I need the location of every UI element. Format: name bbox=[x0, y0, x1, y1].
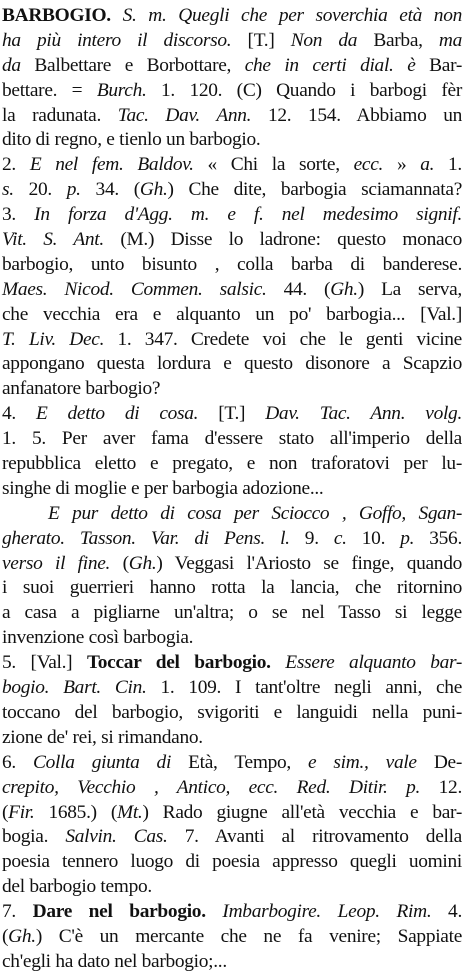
text-line bbox=[0, 751, 467, 776]
text-segment: 34. ( bbox=[80, 179, 140, 201]
text-segment: p. bbox=[400, 527, 415, 549]
text-line bbox=[0, 527, 467, 552]
text-segment: Fir. bbox=[8, 801, 35, 823]
text-segment: Mt. bbox=[116, 801, 143, 823]
text-segment: BARBOGIO. bbox=[2, 5, 111, 26]
text-segment: 356. bbox=[414, 527, 462, 549]
text-line bbox=[0, 328, 467, 353]
text-segment: Imbarbogire. Leop. Rim. bbox=[205, 901, 432, 923]
text-segment: E pur detto di cosa per Sciocco , Goffo, Sgan- bbox=[48, 502, 462, 524]
text-segment: p. bbox=[66, 179, 81, 201]
text-segment: Salvin. Cas. bbox=[65, 826, 168, 848]
text-segment: poesia tennero luogo di poesia appresso quegli uomini bbox=[2, 851, 462, 873]
text-segment: Gh. bbox=[330, 278, 358, 300]
text-line bbox=[0, 477, 467, 502]
text-line bbox=[0, 950, 467, 975]
text-line bbox=[0, 29, 467, 54]
text-line bbox=[0, 352, 467, 377]
text-segment: i suoi guerrieri hanno rotta la lancia, che ritornino bbox=[2, 577, 462, 599]
text-line bbox=[0, 651, 467, 676]
text-line bbox=[0, 228, 467, 253]
text-line bbox=[0, 54, 467, 79]
text-segment: c. bbox=[333, 527, 347, 549]
text-segment: crepito, Vecchio , Antico, ecc. Red. Ditir. p. bbox=[2, 776, 421, 798]
text-segment: Colla giunta di bbox=[33, 751, 172, 773]
text-line bbox=[0, 626, 467, 651]
text-segment: repubblica eletto e pregato, e non traforatovi per lu- bbox=[2, 453, 462, 475]
text-segment: appongano questa lordura e questo disonore a Scapzio bbox=[2, 353, 462, 375]
text-line bbox=[0, 502, 467, 527]
text-segment: ma bbox=[438, 29, 462, 51]
text-segment: (M.) Disse lo ladrone: questo monaco bbox=[103, 229, 462, 251]
text-line bbox=[0, 900, 467, 925]
text-line bbox=[0, 278, 467, 303]
text-line bbox=[0, 303, 467, 328]
text-segment: 1. 347. Credete voi che le genti vicine bbox=[104, 328, 462, 350]
text-segment: Barba, bbox=[357, 29, 439, 51]
text-segment: ( bbox=[2, 801, 9, 823]
text-segment: dito di regno, e tienlo un barbogio. bbox=[2, 129, 261, 151]
text-line bbox=[0, 825, 467, 850]
text-segment: zione de' rei, si rimandano. bbox=[2, 726, 203, 748]
text-line bbox=[0, 776, 467, 801]
text-line bbox=[0, 178, 467, 203]
text-line bbox=[0, 79, 467, 104]
text-segment: 7. Avanti al ritrovamento della bbox=[167, 826, 462, 848]
text-segment: Balbettare e Borbottare, bbox=[20, 54, 245, 76]
text-line bbox=[0, 452, 467, 477]
text-segment: anfanatore barbogio? bbox=[2, 378, 161, 400]
text-segment: 44. ( bbox=[266, 278, 331, 300]
text-segment: ) C'è un mercante che ne fa venire; Sappiate bbox=[35, 925, 462, 947]
text-segment: 9. bbox=[289, 527, 334, 549]
text-segment: E detto di cosa. bbox=[35, 403, 199, 425]
text-segment: 1685.) ( bbox=[34, 801, 117, 823]
text-segment: singhe di moglie e per barbogia adozione... bbox=[2, 477, 324, 499]
text-segment: ( bbox=[2, 925, 9, 947]
text-segment: In forza d'Agg. m. e f. nel medesimo signif. bbox=[34, 204, 462, 226]
text-segment: verso il fine. bbox=[2, 552, 111, 574]
text-segment: Essere alquanto bar- bbox=[270, 652, 462, 674]
text-segment: ecc. bbox=[353, 154, 384, 176]
text-segment: ) Veggasi l'Ariosto se finge, quando bbox=[156, 552, 462, 574]
text-segment: » bbox=[383, 154, 421, 176]
text-segment: 1. bbox=[434, 154, 462, 176]
text-line bbox=[0, 850, 467, 875]
text-segment: barbogio, unto bisunto , colla barba di banderese. bbox=[2, 253, 462, 275]
text-line bbox=[0, 402, 467, 427]
text-segment: e sim., vale bbox=[308, 751, 417, 773]
text-segment: la radunata. bbox=[2, 104, 118, 126]
text-segment: Dav. Tac. Ann. volg. bbox=[265, 403, 462, 425]
text-segment: 3. bbox=[2, 204, 35, 226]
text-segment: Età, Tempo, bbox=[171, 751, 309, 773]
text-segment: 1. 109. I tant'oltre negli anni, che bbox=[146, 677, 462, 699]
text-segment: bettare. = bbox=[2, 79, 97, 101]
text-line bbox=[0, 128, 467, 153]
text-segment: 10. bbox=[346, 527, 401, 549]
text-segment: ha più intero il discorso. bbox=[2, 29, 232, 51]
text-segment: Bar- bbox=[415, 54, 462, 76]
text-segment: De- bbox=[416, 751, 462, 773]
text-segment: 12. bbox=[420, 776, 462, 798]
text-segment: 20. bbox=[13, 179, 67, 201]
text-segment: ) La serva, bbox=[357, 278, 462, 300]
text-line bbox=[0, 104, 467, 129]
text-segment: 2. bbox=[2, 154, 30, 176]
text-segment: Dare nel barbogio. bbox=[32, 901, 206, 923]
text-segment: che in certi dial. è bbox=[244, 54, 416, 76]
text-segment: Burch. bbox=[96, 79, 147, 101]
text-line bbox=[0, 601, 467, 626]
text-line bbox=[0, 676, 467, 701]
text-segment: 4. bbox=[431, 901, 463, 923]
text-segment: Gh. bbox=[8, 925, 36, 947]
text-segment: Gh. bbox=[139, 179, 168, 201]
dictionary-entry-barbogio bbox=[0, 4, 467, 975]
text-segment: ch'egli ha dato nel barbogio;... bbox=[2, 950, 227, 972]
text-segment: T. Liv. Dec. bbox=[2, 328, 105, 350]
text-line bbox=[0, 552, 467, 577]
text-line bbox=[0, 726, 467, 751]
text-segment: a casa a pigliarne un'altra; o se nel Tasso si legge bbox=[2, 602, 462, 624]
text-line bbox=[0, 925, 467, 950]
text-segment: bogio. Bart. Cin. bbox=[2, 677, 147, 699]
text-segment: 6. bbox=[2, 751, 34, 773]
text-segment: ) Rado giugne all'età vecchia e bar- bbox=[142, 801, 462, 823]
text-segment: Toccar del barbogio. bbox=[86, 652, 271, 674]
text-segment: ( bbox=[110, 552, 129, 574]
text-line bbox=[0, 875, 467, 900]
text-segment: a. bbox=[420, 154, 435, 176]
text-segment: gherato. Tasson. Var. di Pens. l. bbox=[2, 527, 290, 549]
text-segment: che vecchia era e alquanto un po' barbogia... [Val.] bbox=[2, 303, 462, 325]
text-segment: s. bbox=[2, 179, 14, 201]
text-line bbox=[0, 253, 467, 278]
text-segment: Vit. S. Ant. bbox=[2, 229, 104, 251]
text-line bbox=[0, 701, 467, 726]
text-segment: Non da bbox=[290, 29, 358, 51]
text-segment: 4. bbox=[2, 403, 36, 425]
text-line bbox=[0, 801, 467, 826]
text-segment: 5. [Val.] bbox=[2, 652, 87, 674]
text-line bbox=[0, 377, 467, 402]
text-segment: ) Che dite, barbogia sciamannata? bbox=[167, 179, 462, 201]
text-line bbox=[0, 203, 467, 228]
text-segment: bogia. bbox=[2, 826, 66, 848]
text-segment: S. m. Quegli che per soverchia età non bbox=[110, 5, 462, 26]
text-segment: 1. 5. Per aver fama d'essere stato all'imperio della bbox=[2, 428, 462, 450]
text-segment: 7. bbox=[2, 901, 33, 923]
text-line bbox=[0, 153, 467, 178]
text-segment: da bbox=[2, 54, 21, 76]
text-segment: toccano del barbogio, svigoriti e languidi nella puni- bbox=[2, 701, 462, 723]
text-line bbox=[0, 427, 467, 452]
text-segment: E nel fem. Baldov. bbox=[29, 154, 194, 176]
text-line bbox=[0, 4, 467, 29]
text-segment: [T.] bbox=[198, 403, 266, 425]
text-segment: Gh. bbox=[128, 552, 157, 574]
text-segment: 12. 154. Abbiamo un bbox=[251, 104, 462, 126]
text-segment: invenzione così barbogia. bbox=[2, 627, 194, 649]
text-segment: del barbogio tempo. bbox=[2, 876, 152, 898]
text-segment: 1. 120. (C) Quando i barbogi fèr bbox=[146, 79, 462, 101]
text-segment: Maes. Nicod. Commen. salsic. bbox=[2, 278, 267, 300]
text-line bbox=[0, 576, 467, 601]
text-segment: [T.] bbox=[231, 29, 291, 51]
text-segment: Tac. Dav. Ann. bbox=[117, 104, 252, 126]
text-segment: « Chi la sorte, bbox=[193, 154, 354, 176]
